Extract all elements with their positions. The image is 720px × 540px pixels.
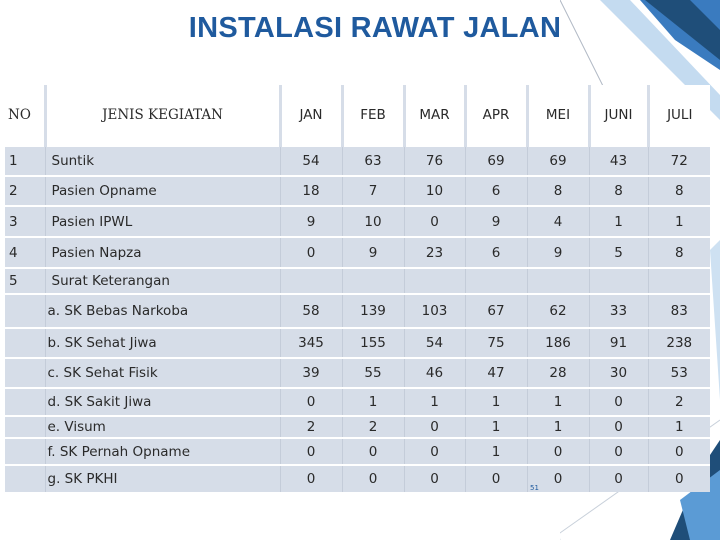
month-value-cell: 72 (648, 146, 710, 176)
month-value-cell: 0 (404, 206, 465, 237)
month-value-cell (648, 268, 710, 294)
month-value-cell: 69 (465, 146, 527, 176)
table-row (5, 206, 710, 237)
month-value-cell: 0 (589, 416, 648, 438)
month-value-cell: 46 (404, 358, 465, 388)
header-no: NO (5, 85, 45, 146)
month-value-cell: 345 (280, 328, 342, 358)
activity-name: Pasien Opname (45, 176, 280, 206)
activity-name: Suntik (45, 146, 280, 176)
page-number: 51 (530, 484, 539, 492)
row-number (5, 388, 45, 416)
month-value-cell: 30 (589, 358, 648, 388)
activity-table-wrapper (5, 85, 710, 492)
month-value-cell: 0 (589, 388, 648, 416)
month-value-cell: 43 (589, 146, 648, 176)
month-value-cell: 1 (465, 416, 527, 438)
month-value-cell: 58 (280, 294, 342, 328)
month-value-cell: 1 (465, 438, 527, 465)
month-value-cell (342, 268, 404, 294)
month-value-cell: 33 (589, 294, 648, 328)
month-value-cell: 62 (527, 294, 589, 328)
row-number: 1 (5, 146, 45, 176)
header-month: FEB (342, 85, 404, 146)
month-value-cell: 9 (465, 206, 527, 237)
month-value-cell: 39 (280, 358, 342, 388)
month-value-cell: 54 (280, 146, 342, 176)
month-value-cell: 8 (648, 176, 710, 206)
month-value-cell (404, 268, 465, 294)
month-value-cell: 1 (465, 388, 527, 416)
month-value-cell: 0 (342, 465, 404, 492)
month-value-cell: 9 (342, 237, 404, 268)
header-month: JUNI (589, 85, 648, 146)
activity-name: g. SK PKHI (45, 465, 280, 492)
row-number (5, 358, 45, 388)
month-value-cell: 2 (280, 416, 342, 438)
table-row (5, 388, 710, 416)
month-value-cell: 53 (648, 358, 710, 388)
activity-name: f. SK Pernah Opname (45, 438, 280, 465)
month-value-cell: 67 (465, 294, 527, 328)
month-value-cell: 47 (465, 358, 527, 388)
month-value-cell: 9 (280, 206, 342, 237)
activity-name: a. SK Bebas Narkoba (45, 294, 280, 328)
table-row (5, 328, 710, 358)
month-value-cell: 7 (342, 176, 404, 206)
table-row (5, 438, 710, 465)
row-number (5, 465, 45, 492)
month-value-cell (280, 268, 342, 294)
month-value-cell: 2 (648, 388, 710, 416)
month-value-cell: 10 (404, 176, 465, 206)
month-value-cell: 1 (527, 416, 589, 438)
month-value-cell: 139 (342, 294, 404, 328)
month-value-cell: 0 (404, 416, 465, 438)
month-value-cell: 0 (280, 465, 342, 492)
page-title: INSTALASI RAWAT JALAN (188, 12, 562, 44)
activity-name: Surat Keterangan (45, 268, 280, 294)
month-value-cell (589, 268, 648, 294)
header-month: APR (465, 85, 527, 146)
table-row (5, 146, 710, 176)
month-value-cell: 0 (280, 237, 342, 268)
table-row (5, 176, 710, 206)
month-value-cell: 6 (465, 176, 527, 206)
activity-name: d. SK Sakit Jiwa (45, 388, 280, 416)
table-row (5, 416, 710, 438)
row-number (5, 294, 45, 328)
month-value-cell: 0 (527, 465, 589, 492)
month-value-cell: 186 (527, 328, 589, 358)
month-value-cell: 83 (648, 294, 710, 328)
row-number: 5 (5, 268, 45, 294)
month-value-cell: 5 (589, 237, 648, 268)
header-month: JULI (648, 85, 710, 146)
month-value-cell: 1 (404, 388, 465, 416)
month-value-cell: 1 (527, 388, 589, 416)
table-header-row (5, 85, 710, 146)
month-value-cell: 1 (342, 388, 404, 416)
month-value-cell: 6 (465, 237, 527, 268)
month-value-cell: 76 (404, 146, 465, 176)
month-value-cell: 18 (280, 176, 342, 206)
activity-name: Pasien Napza (45, 237, 280, 268)
activity-name: e. Visum (45, 416, 280, 438)
month-value-cell: 2 (342, 416, 404, 438)
month-value-cell: 1 (648, 416, 710, 438)
month-value-cell: 1 (648, 206, 710, 237)
month-value-cell: 103 (404, 294, 465, 328)
row-number: 4 (5, 237, 45, 268)
month-value-cell: 0 (465, 465, 527, 492)
header-month: JAN (280, 85, 342, 146)
month-value-cell: 1 (589, 206, 648, 237)
month-value-cell: 55 (342, 358, 404, 388)
month-value-cell: 8 (648, 237, 710, 268)
table-row (5, 465, 710, 492)
month-value-cell: 69 (527, 146, 589, 176)
month-value-cell: 0 (648, 438, 710, 465)
month-value-cell (527, 268, 589, 294)
table-row (5, 358, 710, 388)
month-value-cell: 10 (342, 206, 404, 237)
month-value-cell: 8 (589, 176, 648, 206)
table-row (5, 294, 710, 328)
header-month: MEI (527, 85, 589, 146)
row-number (5, 438, 45, 465)
activity-name: Pasien IPWL (45, 206, 280, 237)
table-row (5, 237, 710, 268)
month-value-cell: 4 (527, 206, 589, 237)
month-value-cell: 0 (648, 465, 710, 492)
month-value-cell: 0 (404, 465, 465, 492)
month-value-cell: 155 (342, 328, 404, 358)
row-number (5, 416, 45, 438)
row-number (5, 328, 45, 358)
row-number: 2 (5, 176, 45, 206)
month-value-cell: 0 (342, 438, 404, 465)
header-jenis-kegiatan: JENIS KEGIATAN (45, 85, 280, 146)
month-value-cell: 0 (280, 438, 342, 465)
month-value-cell: 238 (648, 328, 710, 358)
row-number: 3 (5, 206, 45, 237)
month-value-cell (465, 268, 527, 294)
table-row (5, 268, 710, 294)
header-month: MAR (404, 85, 465, 146)
month-value-cell: 0 (280, 388, 342, 416)
month-value-cell: 28 (527, 358, 589, 388)
month-value-cell: 54 (404, 328, 465, 358)
month-value-cell: 9 (527, 237, 589, 268)
month-value-cell: 75 (465, 328, 527, 358)
month-value-cell: 63 (342, 146, 404, 176)
month-value-cell: 8 (527, 176, 589, 206)
month-value-cell: 91 (589, 328, 648, 358)
month-value-cell: 0 (527, 438, 589, 465)
month-value-cell: 0 (589, 438, 648, 465)
activity-table (5, 85, 710, 492)
month-value-cell: 0 (404, 438, 465, 465)
month-value-cell: 0 (589, 465, 648, 492)
activity-name: c. SK Sehat Fisik (45, 358, 280, 388)
month-value-cell: 23 (404, 237, 465, 268)
activity-name: b. SK Sehat Jiwa (45, 328, 280, 358)
